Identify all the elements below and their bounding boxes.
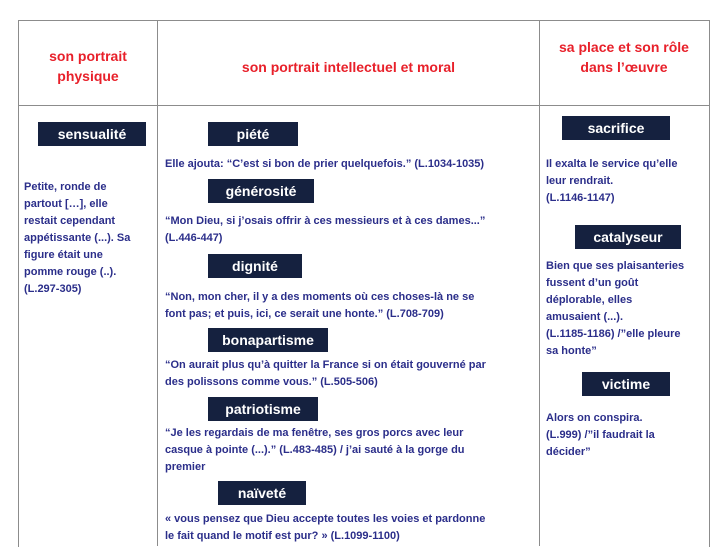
quote-generosite bbox=[165, 213, 537, 247]
text-line: pomme rouge (..). bbox=[24, 266, 117, 278]
column-divider-1 bbox=[157, 20, 158, 546]
quote-catalyseur bbox=[546, 258, 708, 360]
text-line: (L.1146-1147) bbox=[546, 192, 615, 204]
text-line: casque à pointe (...).” (L.483-485) / j’ai sauté à la gorge du bbox=[165, 444, 465, 456]
text-line: appétissante (...). Sa bbox=[24, 232, 131, 244]
tag-catalyseur: catalyseur bbox=[575, 225, 681, 249]
header-line: son portrait bbox=[49, 48, 127, 64]
text-line: (L.297-305) bbox=[24, 283, 82, 295]
tag-patriotisme: patriotisme bbox=[208, 397, 318, 421]
header-line: physique bbox=[57, 68, 119, 84]
tag-naivete: naïveté bbox=[218, 481, 306, 505]
text-line: “Je les regardais de ma fenêtre, ses gros porcs avec leur bbox=[165, 427, 464, 439]
text-line: décider” bbox=[546, 446, 591, 458]
header-divider bbox=[18, 105, 709, 106]
header-line: sa place et son rôle bbox=[559, 39, 689, 55]
text-line: premier bbox=[165, 461, 206, 473]
text-line: partout […], elle bbox=[24, 198, 108, 210]
text-line: font pas; et puis, ici, ce serait une honte.” (L.708-709) bbox=[165, 308, 444, 320]
text-line: Il exalta le service qu’elle bbox=[546, 158, 678, 170]
text-line: fussent d’un goût bbox=[546, 277, 639, 289]
header-physical-portrait bbox=[19, 46, 157, 86]
column-divider-2 bbox=[539, 20, 540, 546]
text-line: « vous pensez que Dieu accepte toutes les voies et pardonne bbox=[165, 513, 486, 525]
quote-naivete bbox=[165, 511, 537, 545]
text-line: (L.1185-1186) /”elle pleure bbox=[546, 328, 681, 340]
text-line: “On aurait plus qu’à quitter la France si on était gouverné par bbox=[165, 359, 486, 371]
tag-generosite: générosité bbox=[208, 179, 314, 203]
tag-dignite: dignité bbox=[208, 254, 302, 278]
text-line: Elle ajouta: “C’est si bon de prier quelquefois.” (L.1034-1035) bbox=[165, 158, 485, 170]
header-line: son portrait intellectuel et moral bbox=[241, 59, 456, 75]
quote-sacrifice bbox=[546, 156, 706, 207]
text-line: Petite, ronde de bbox=[24, 181, 107, 193]
text-line: (L.999) /”il faudrait la bbox=[546, 429, 655, 441]
header-place-role bbox=[540, 37, 708, 77]
text-line: amusaient (...). bbox=[546, 311, 624, 323]
tag-sensualite: sensualité bbox=[38, 122, 146, 146]
quote-patriotisme bbox=[165, 425, 537, 476]
text-line: restait cependant bbox=[24, 215, 116, 227]
quote-dignite bbox=[165, 289, 537, 323]
text-line: (L.446-447) bbox=[165, 232, 223, 244]
text-line: “Mon Dieu, si j’osais offrir à ces messieurs et à ces dames...” bbox=[165, 215, 486, 227]
text-line: Bien que ses plaisanteries bbox=[546, 260, 685, 272]
header-intellectual-portrait bbox=[158, 57, 539, 77]
text-line: sa honte” bbox=[546, 345, 597, 357]
text-line: Alors on conspira. bbox=[546, 412, 643, 424]
header-line: dans l’œuvre bbox=[580, 59, 668, 75]
quote-victime bbox=[546, 410, 706, 461]
text-line: “Non, mon cher, il y a des moments où ces choses-là ne se bbox=[165, 291, 475, 303]
text-line: déplorable, elles bbox=[546, 294, 633, 306]
quote-piete bbox=[165, 156, 537, 173]
text-line: des polissons comme vous.” (L.505-506) bbox=[165, 376, 378, 388]
quote-sensualite bbox=[24, 179, 154, 298]
tag-bonapartisme: bonapartisme bbox=[208, 328, 328, 352]
tag-victime: victime bbox=[582, 372, 670, 396]
text-line: figure était une bbox=[24, 249, 103, 261]
text-line: leur rendrait. bbox=[546, 175, 614, 187]
text-line: le fait quand le motif est pur? » (L.1099-1100) bbox=[165, 530, 400, 542]
tag-sacrifice: sacrifice bbox=[562, 116, 670, 140]
quote-bonapartisme bbox=[165, 357, 537, 391]
tag-piete: piété bbox=[208, 122, 298, 146]
